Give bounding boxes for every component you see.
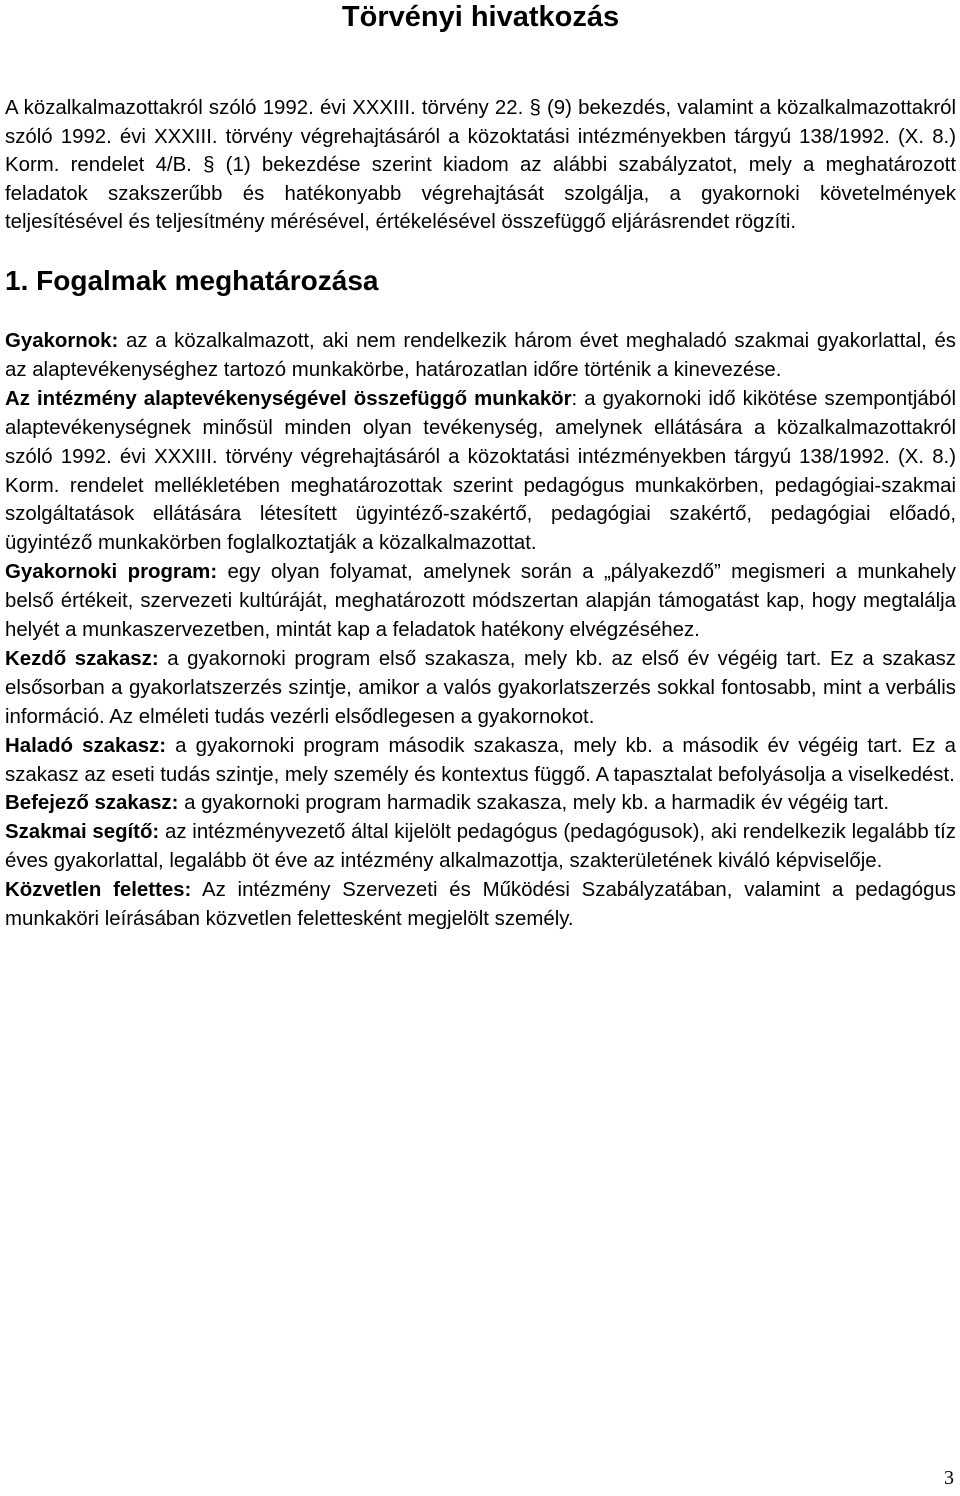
definition-term: Gyakornoki program: [5, 561, 218, 584]
document-page [5, 0, 956, 934]
definition-text: az intézményvezető által kijelölt pedagógus (pedagógusok), aki rendelkezik legalább tíz éves gyakorlattal, legalább öt éve az intézmény alkalmazottja, szakterületének kiváló képviselője. [5, 821, 956, 873]
definition-text: az a közalkalmazott, aki nem rendelkezik három évet meghaladó szakmai gyakorlattal, és az alaptevékenységhez tartozó munkakörbe, határozatlan időre történik a kinevezése. [5, 329, 956, 381]
page-number: 3 [944, 1467, 954, 1489]
definition-szakmai-segito [5, 818, 956, 876]
definition-gyakornok [5, 327, 956, 385]
definition-kozvetlen-felettes [5, 876, 956, 934]
definition-text: Az intézmény Szervezeti és Működési Szabályzatában, valamint a pedagógus munkaköri leírásában közvetlen felettesként megjelölt személy. [5, 879, 956, 931]
definition-text: a gyakornoki program második szakasza, mely kb. a második év végéig tart. Ez a szakasz az eseti tudás szintje, mely személy és kontextus függő. A tapasztalat befolyásolja a viselkedést. [5, 734, 956, 786]
intro-paragraph: A közalkalmazottakról szóló 1992. évi XXXIII. törvény 22. § (9) bekezdés, valamint a közalkalmazottakról szóló 1992. évi XXXIII. törvény végrehajtásáról a közoktatási intézményekben tárgyú 138/1992. (X. 8.) Korm. rendelet 4/B. § (1) bekezdése szerint kiadom az alábbi szabályzatot, mely a meghatározott feladatok szakszerűbb és hatékonyabb végrehajtását szolgálja, a gyakornoki követelmények teljesítésével és teljesítmény mérésével, értékelésével összefüggő eljárásrendet rögzíti. [5, 97, 956, 234]
definition-term: Kezdő szakasz: [5, 647, 159, 670]
definition-term: Közvetlen felettes: [5, 879, 192, 902]
definitions-list [5, 327, 956, 934]
definition-term: Az intézmény alaptevékenységével összefüggő munkakör [5, 387, 572, 410]
definition-text: a gyakornoki program harmadik szakasza, mely kb. a harmadik év végéig tart. [178, 792, 889, 815]
definition-text: a gyakornoki program első szakasza, mely kb. az első év végéig tart. Ez a szakasz elsősorban a gyakorlatszerzés szintje, amikor a valós gyakorlatszerzés sokkal fontosabb, mint a verbális információ. Az elméleti tudás vezérli elsődlegesen a gyakornokot. [5, 647, 956, 728]
section-heading: 1. Fogalmak meghatározása [5, 264, 379, 296]
definition-alaptevekenyseg [5, 385, 956, 558]
definition-text: : a gyakornoki idő kikötése szempontjából alaptevékenységnek minősül minden olyan tevékenység, amelynek ellátására a közalkalmazottakról szóló 1992. évi XXXIII. törvény végrehajtásáról a közoktatási intézményekben tárgyú 138/1992. (X. 8.) Korm. rendelet mellékletében meghatározottak szerint pedagógus munkakörben, pedagógiai-szakmai szolgáltatások ellátására létesített ügyintéző-szakértő, pedagógiai szakértő, pedagógiai előadó, ügyintéző munkakörben foglalkoztatják a közalkalmazottat. [5, 387, 956, 555]
definition-kezdo-szakasz [5, 645, 956, 732]
definition-text: egy olyan folyamat, amelynek során a „pályakezdő” megismeri a munkahely belső értékeit, szervezeti kultúráját, meghatározott módszertan alapján támogatást kap, hogy megtalálja helyét a munkaszervezetben, mintát kap a feladatok hatékony elvégzéséhez. [5, 561, 956, 642]
definition-befejezo-szakasz [5, 789, 956, 818]
definition-term: Befejező szakasz: [5, 792, 179, 815]
definition-term: Szakmai segítő: [5, 821, 160, 844]
definition-gyakornoki-program [5, 558, 956, 645]
document-title: Törvényi hivatkozás [341, 1, 620, 33]
definition-halado-szakasz [5, 732, 956, 790]
definition-term: Haladó szakasz: [5, 734, 167, 757]
definition-term: Gyakornok: [5, 329, 119, 352]
